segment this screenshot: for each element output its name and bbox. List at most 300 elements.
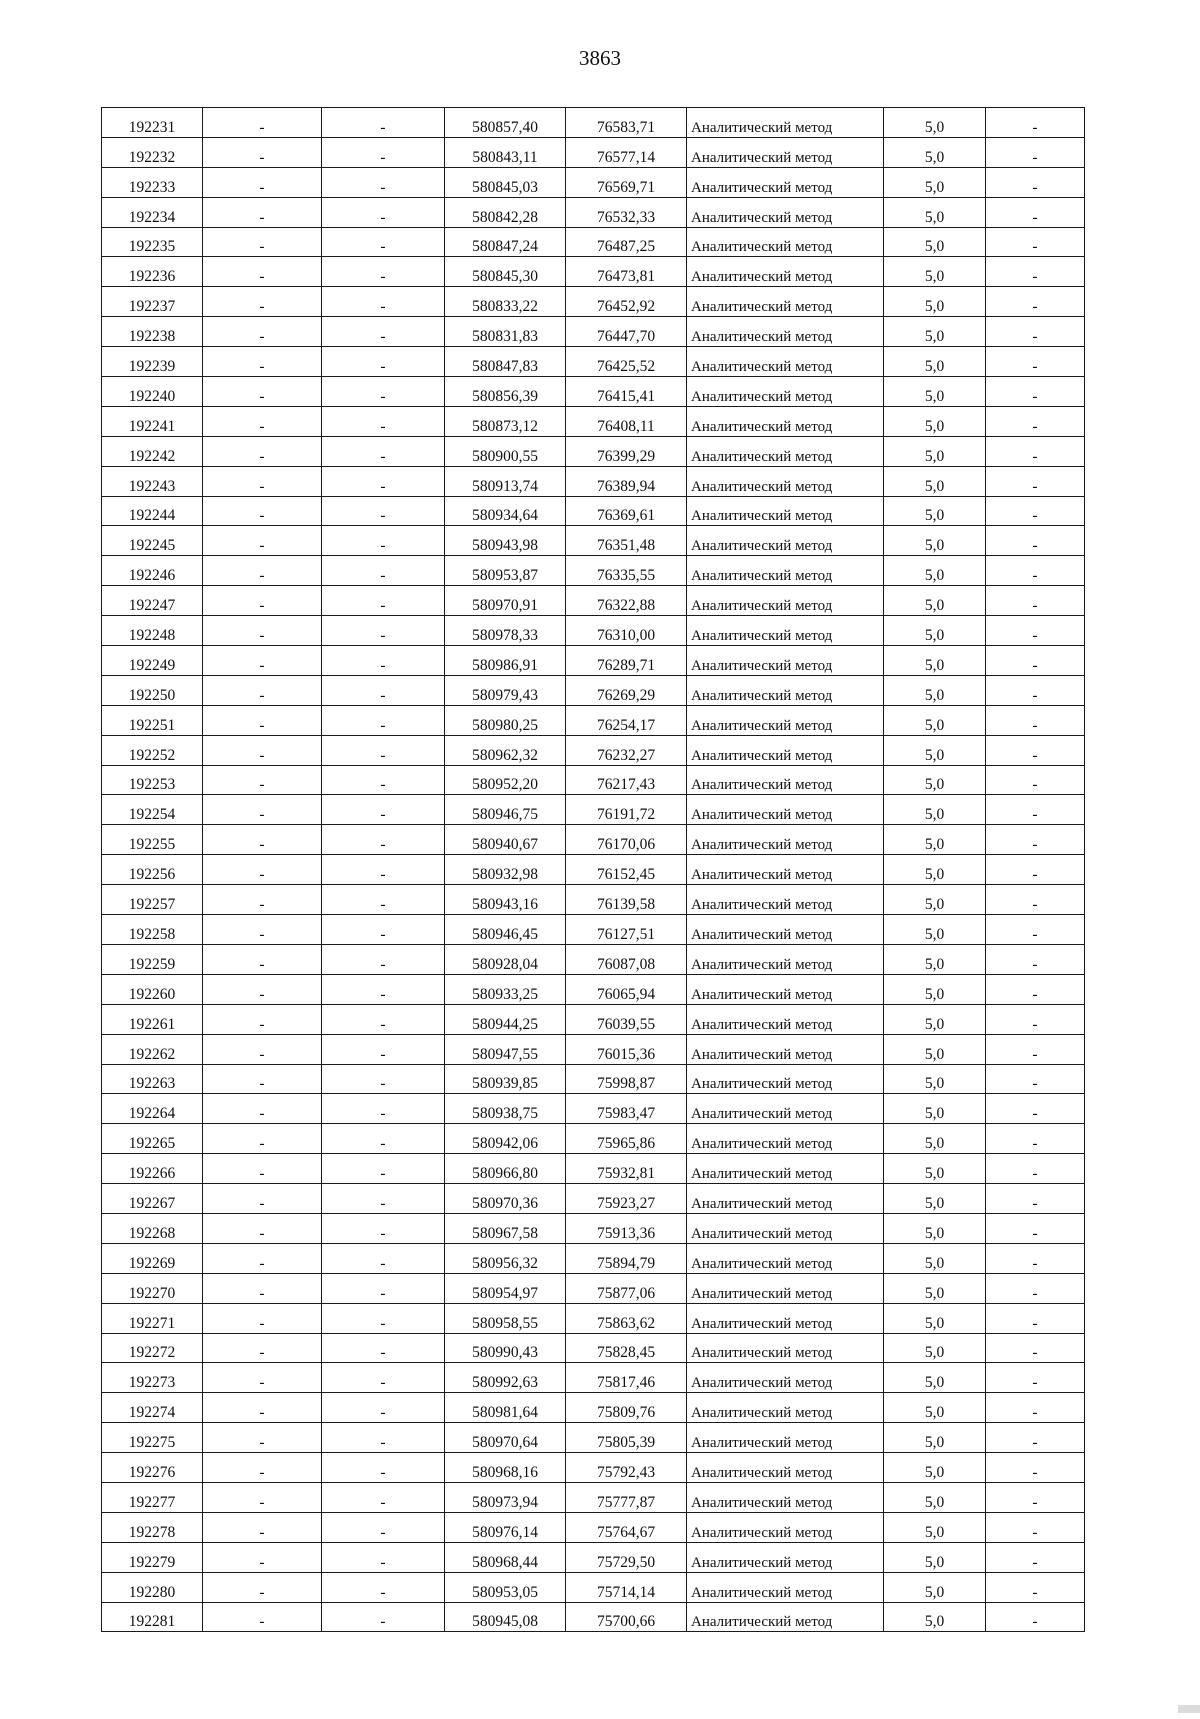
method-cell: Аналитический метод bbox=[687, 1184, 884, 1214]
table-row bbox=[102, 377, 1085, 407]
empty-cell: - bbox=[203, 1124, 322, 1154]
accuracy-cell: 5,0 bbox=[884, 108, 986, 138]
empty-cell: - bbox=[203, 675, 322, 705]
empty-cell: - bbox=[203, 406, 322, 436]
y-coordinate-cell: 76577,14 bbox=[566, 137, 687, 167]
x-coordinate-cell: 580847,24 bbox=[445, 227, 566, 257]
point-number-cell: 192247 bbox=[102, 586, 203, 616]
accuracy-cell: 5,0 bbox=[884, 466, 986, 496]
method-cell: Аналитический метод bbox=[687, 556, 884, 586]
point-number-cell: 192274 bbox=[102, 1393, 203, 1423]
x-coordinate-cell: 580953,05 bbox=[445, 1572, 566, 1602]
empty-cell: - bbox=[986, 1363, 1085, 1393]
table-row bbox=[102, 1393, 1085, 1423]
y-coordinate-cell: 75983,47 bbox=[566, 1094, 687, 1124]
point-number-cell: 192236 bbox=[102, 257, 203, 287]
empty-cell: - bbox=[322, 646, 445, 676]
method-cell: Аналитический метод bbox=[687, 436, 884, 466]
accuracy-cell: 5,0 bbox=[884, 287, 986, 317]
empty-cell: - bbox=[203, 197, 322, 227]
point-number-cell: 192281 bbox=[102, 1602, 203, 1632]
x-coordinate-cell: 580967,58 bbox=[445, 1213, 566, 1243]
empty-cell: - bbox=[203, 646, 322, 676]
method-cell: Аналитический метод bbox=[687, 108, 884, 138]
y-coordinate-cell: 76015,36 bbox=[566, 1034, 687, 1064]
x-coordinate-cell: 580970,91 bbox=[445, 586, 566, 616]
y-coordinate-cell: 75777,87 bbox=[566, 1482, 687, 1512]
method-cell: Аналитический метод bbox=[687, 1124, 884, 1154]
method-cell: Аналитический метод bbox=[687, 137, 884, 167]
y-coordinate-cell: 76065,94 bbox=[566, 974, 687, 1004]
y-coordinate-cell: 75913,36 bbox=[566, 1213, 687, 1243]
x-coordinate-cell: 580934,64 bbox=[445, 496, 566, 526]
y-coordinate-cell: 76369,61 bbox=[566, 496, 687, 526]
empty-cell: - bbox=[322, 257, 445, 287]
point-number-cell: 192244 bbox=[102, 496, 203, 526]
method-cell: Аналитический метод bbox=[687, 765, 884, 795]
empty-cell: - bbox=[322, 466, 445, 496]
point-number-cell: 192276 bbox=[102, 1453, 203, 1483]
method-cell: Аналитический метод bbox=[687, 1273, 884, 1303]
empty-cell: - bbox=[203, 317, 322, 347]
empty-cell: - bbox=[203, 1453, 322, 1483]
empty-cell: - bbox=[322, 197, 445, 227]
accuracy-cell: 5,0 bbox=[884, 616, 986, 646]
empty-cell: - bbox=[986, 1542, 1085, 1572]
x-coordinate-cell: 580970,64 bbox=[445, 1423, 566, 1453]
empty-cell: - bbox=[203, 377, 322, 407]
empty-cell: - bbox=[322, 1602, 445, 1632]
empty-cell: - bbox=[322, 765, 445, 795]
accuracy-cell: 5,0 bbox=[884, 944, 986, 974]
empty-cell: - bbox=[986, 616, 1085, 646]
empty-cell: - bbox=[203, 1333, 322, 1363]
point-number-cell: 192237 bbox=[102, 287, 203, 317]
table-row bbox=[102, 1303, 1085, 1333]
method-cell: Аналитический метод bbox=[687, 1512, 884, 1542]
accuracy-cell: 5,0 bbox=[884, 1243, 986, 1273]
empty-cell: - bbox=[203, 347, 322, 377]
empty-cell: - bbox=[203, 496, 322, 526]
accuracy-cell: 5,0 bbox=[884, 317, 986, 347]
empty-cell: - bbox=[986, 825, 1085, 855]
x-coordinate-cell: 580900,55 bbox=[445, 436, 566, 466]
method-cell: Аналитический метод bbox=[687, 317, 884, 347]
empty-cell: - bbox=[322, 556, 445, 586]
point-number-cell: 192240 bbox=[102, 377, 203, 407]
accuracy-cell: 5,0 bbox=[884, 227, 986, 257]
method-cell: Аналитический метод bbox=[687, 526, 884, 556]
empty-cell: - bbox=[203, 1243, 322, 1273]
point-number-cell: 192239 bbox=[102, 347, 203, 377]
method-cell: Аналитический метод bbox=[687, 944, 884, 974]
method-cell: Аналитический метод bbox=[687, 1333, 884, 1363]
empty-cell: - bbox=[986, 915, 1085, 945]
empty-cell: - bbox=[203, 795, 322, 825]
table-row bbox=[102, 1004, 1085, 1034]
x-coordinate-cell: 580933,25 bbox=[445, 974, 566, 1004]
empty-cell: - bbox=[322, 616, 445, 646]
empty-cell: - bbox=[322, 526, 445, 556]
empty-cell: - bbox=[986, 1184, 1085, 1214]
point-number-cell: 192242 bbox=[102, 436, 203, 466]
empty-cell: - bbox=[322, 1542, 445, 1572]
empty-cell: - bbox=[322, 1124, 445, 1154]
x-coordinate-cell: 580932,98 bbox=[445, 855, 566, 885]
point-number-cell: 192238 bbox=[102, 317, 203, 347]
y-coordinate-cell: 76487,25 bbox=[566, 227, 687, 257]
empty-cell: - bbox=[986, 1423, 1085, 1453]
empty-cell: - bbox=[203, 108, 322, 138]
empty-cell: - bbox=[986, 1034, 1085, 1064]
method-cell: Аналитический метод bbox=[687, 586, 884, 616]
x-coordinate-cell: 580973,94 bbox=[445, 1482, 566, 1512]
table-row bbox=[102, 287, 1085, 317]
empty-cell: - bbox=[322, 1154, 445, 1184]
method-cell: Аналитический метод bbox=[687, 1393, 884, 1423]
empty-cell: - bbox=[986, 496, 1085, 526]
x-coordinate-cell: 580952,20 bbox=[445, 765, 566, 795]
table-row bbox=[102, 974, 1085, 1004]
table-row bbox=[102, 556, 1085, 586]
empty-cell: - bbox=[986, 167, 1085, 197]
x-coordinate-cell: 580942,06 bbox=[445, 1124, 566, 1154]
point-number-cell: 192254 bbox=[102, 795, 203, 825]
method-cell: Аналитический метод bbox=[687, 1542, 884, 1572]
empty-cell: - bbox=[203, 735, 322, 765]
x-coordinate-cell: 580873,12 bbox=[445, 406, 566, 436]
y-coordinate-cell: 75932,81 bbox=[566, 1154, 687, 1184]
empty-cell: - bbox=[986, 1004, 1085, 1034]
x-coordinate-cell: 580847,83 bbox=[445, 347, 566, 377]
empty-cell: - bbox=[322, 705, 445, 735]
point-number-cell: 192246 bbox=[102, 556, 203, 586]
empty-cell: - bbox=[322, 377, 445, 407]
point-number-cell: 192260 bbox=[102, 974, 203, 1004]
method-cell: Аналитический метод bbox=[687, 1602, 884, 1632]
table-row bbox=[102, 1512, 1085, 1542]
accuracy-cell: 5,0 bbox=[884, 1572, 986, 1602]
empty-cell: - bbox=[203, 1393, 322, 1423]
x-coordinate-cell: 580968,44 bbox=[445, 1542, 566, 1572]
point-number-cell: 192253 bbox=[102, 765, 203, 795]
x-coordinate-cell: 580981,64 bbox=[445, 1393, 566, 1423]
accuracy-cell: 5,0 bbox=[884, 885, 986, 915]
empty-cell: - bbox=[986, 705, 1085, 735]
accuracy-cell: 5,0 bbox=[884, 377, 986, 407]
method-cell: Аналитический метод bbox=[687, 735, 884, 765]
empty-cell: - bbox=[322, 1423, 445, 1453]
point-number-cell: 192232 bbox=[102, 137, 203, 167]
empty-cell: - bbox=[322, 795, 445, 825]
y-coordinate-cell: 75923,27 bbox=[566, 1184, 687, 1214]
x-coordinate-cell: 580940,67 bbox=[445, 825, 566, 855]
accuracy-cell: 5,0 bbox=[884, 1542, 986, 1572]
y-coordinate-cell: 76039,55 bbox=[566, 1004, 687, 1034]
y-coordinate-cell: 75817,46 bbox=[566, 1363, 687, 1393]
empty-cell: - bbox=[203, 974, 322, 1004]
empty-cell: - bbox=[986, 257, 1085, 287]
empty-cell: - bbox=[986, 526, 1085, 556]
empty-cell: - bbox=[986, 197, 1085, 227]
y-coordinate-cell: 75805,39 bbox=[566, 1423, 687, 1453]
x-coordinate-cell: 580976,14 bbox=[445, 1512, 566, 1542]
accuracy-cell: 5,0 bbox=[884, 705, 986, 735]
y-coordinate-cell: 75700,66 bbox=[566, 1602, 687, 1632]
empty-cell: - bbox=[322, 1482, 445, 1512]
y-coordinate-cell: 76408,11 bbox=[566, 406, 687, 436]
method-cell: Аналитический метод bbox=[687, 1094, 884, 1124]
empty-cell: - bbox=[986, 1333, 1085, 1363]
method-cell: Аналитический метод bbox=[687, 616, 884, 646]
point-number-cell: 192272 bbox=[102, 1333, 203, 1363]
empty-cell: - bbox=[203, 1572, 322, 1602]
empty-cell: - bbox=[986, 1453, 1085, 1483]
table-row bbox=[102, 406, 1085, 436]
empty-cell: - bbox=[986, 466, 1085, 496]
accuracy-cell: 5,0 bbox=[884, 496, 986, 526]
y-coordinate-cell: 76569,71 bbox=[566, 167, 687, 197]
empty-cell: - bbox=[203, 705, 322, 735]
empty-cell: - bbox=[986, 1064, 1085, 1094]
accuracy-cell: 5,0 bbox=[884, 556, 986, 586]
empty-cell: - bbox=[986, 406, 1085, 436]
x-coordinate-cell: 580946,75 bbox=[445, 795, 566, 825]
point-number-cell: 192270 bbox=[102, 1273, 203, 1303]
method-cell: Аналитический метод bbox=[687, 974, 884, 1004]
empty-cell: - bbox=[986, 1124, 1085, 1154]
method-cell: Аналитический метод bbox=[687, 855, 884, 885]
y-coordinate-cell: 76351,48 bbox=[566, 526, 687, 556]
empty-cell: - bbox=[986, 1094, 1085, 1124]
empty-cell: - bbox=[986, 735, 1085, 765]
point-number-cell: 192271 bbox=[102, 1303, 203, 1333]
x-coordinate-cell: 580845,30 bbox=[445, 257, 566, 287]
table-row bbox=[102, 1333, 1085, 1363]
empty-cell: - bbox=[986, 347, 1085, 377]
accuracy-cell: 5,0 bbox=[884, 1512, 986, 1542]
table-row bbox=[102, 1273, 1085, 1303]
y-coordinate-cell: 75714,14 bbox=[566, 1572, 687, 1602]
table-row bbox=[102, 825, 1085, 855]
table-row bbox=[102, 197, 1085, 227]
scan-edge-mark bbox=[1178, 1705, 1200, 1713]
empty-cell: - bbox=[986, 646, 1085, 676]
empty-cell: - bbox=[986, 1303, 1085, 1333]
empty-cell: - bbox=[203, 436, 322, 466]
empty-cell: - bbox=[203, 586, 322, 616]
method-cell: Аналитический метод bbox=[687, 1154, 884, 1184]
table-row bbox=[102, 855, 1085, 885]
x-coordinate-cell: 580843,11 bbox=[445, 137, 566, 167]
method-cell: Аналитический метод bbox=[687, 197, 884, 227]
method-cell: Аналитический метод bbox=[687, 287, 884, 317]
empty-cell: - bbox=[322, 1034, 445, 1064]
table-row bbox=[102, 1542, 1085, 1572]
point-number-cell: 192262 bbox=[102, 1034, 203, 1064]
empty-cell: - bbox=[322, 1363, 445, 1393]
accuracy-cell: 5,0 bbox=[884, 586, 986, 616]
point-number-cell: 192268 bbox=[102, 1213, 203, 1243]
x-coordinate-cell: 580979,43 bbox=[445, 675, 566, 705]
empty-cell: - bbox=[322, 1243, 445, 1273]
accuracy-cell: 5,0 bbox=[884, 1602, 986, 1632]
empty-cell: - bbox=[203, 137, 322, 167]
x-coordinate-cell: 580956,32 bbox=[445, 1243, 566, 1273]
y-coordinate-cell: 75877,06 bbox=[566, 1273, 687, 1303]
empty-cell: - bbox=[322, 1064, 445, 1094]
empty-cell: - bbox=[986, 287, 1085, 317]
table-row bbox=[102, 1453, 1085, 1483]
table-row bbox=[102, 108, 1085, 138]
empty-cell: - bbox=[986, 556, 1085, 586]
empty-cell: - bbox=[203, 466, 322, 496]
table-row bbox=[102, 915, 1085, 945]
y-coordinate-cell: 76473,81 bbox=[566, 257, 687, 287]
accuracy-cell: 5,0 bbox=[884, 1482, 986, 1512]
table-row bbox=[102, 795, 1085, 825]
accuracy-cell: 5,0 bbox=[884, 1333, 986, 1363]
empty-cell: - bbox=[986, 227, 1085, 257]
method-cell: Аналитический метод bbox=[687, 705, 884, 735]
page-number: 3863 bbox=[579, 46, 621, 70]
point-number-cell: 192250 bbox=[102, 675, 203, 705]
table-row bbox=[102, 1572, 1085, 1602]
x-coordinate-cell: 580990,43 bbox=[445, 1333, 566, 1363]
point-number-cell: 192279 bbox=[102, 1542, 203, 1572]
y-coordinate-cell: 75965,86 bbox=[566, 1124, 687, 1154]
y-coordinate-cell: 76191,72 bbox=[566, 795, 687, 825]
y-coordinate-cell: 76322,88 bbox=[566, 586, 687, 616]
y-coordinate-cell: 76335,55 bbox=[566, 556, 687, 586]
table-row bbox=[102, 436, 1085, 466]
point-number-cell: 192255 bbox=[102, 825, 203, 855]
point-number-cell: 192256 bbox=[102, 855, 203, 885]
empty-cell: - bbox=[322, 885, 445, 915]
x-coordinate-cell: 580947,55 bbox=[445, 1034, 566, 1064]
empty-cell: - bbox=[986, 137, 1085, 167]
accuracy-cell: 5,0 bbox=[884, 1363, 986, 1393]
x-coordinate-cell: 580943,98 bbox=[445, 526, 566, 556]
table-row bbox=[102, 1094, 1085, 1124]
empty-cell: - bbox=[986, 1243, 1085, 1273]
empty-cell: - bbox=[322, 1393, 445, 1423]
x-coordinate-cell: 580946,45 bbox=[445, 915, 566, 945]
accuracy-cell: 5,0 bbox=[884, 1064, 986, 1094]
accuracy-cell: 5,0 bbox=[884, 646, 986, 676]
method-cell: Аналитический метод bbox=[687, 1004, 884, 1034]
point-number-cell: 192259 bbox=[102, 944, 203, 974]
y-coordinate-cell: 76452,92 bbox=[566, 287, 687, 317]
empty-cell: - bbox=[986, 1273, 1085, 1303]
accuracy-cell: 5,0 bbox=[884, 1004, 986, 1034]
point-number-cell: 192251 bbox=[102, 705, 203, 735]
empty-cell: - bbox=[322, 675, 445, 705]
empty-cell: - bbox=[322, 496, 445, 526]
table-row bbox=[102, 705, 1085, 735]
empty-cell: - bbox=[322, 1333, 445, 1363]
method-cell: Аналитический метод bbox=[687, 1243, 884, 1273]
point-number-cell: 192243 bbox=[102, 466, 203, 496]
method-cell: Аналитический метод bbox=[687, 496, 884, 526]
method-cell: Аналитический метод bbox=[687, 347, 884, 377]
accuracy-cell: 5,0 bbox=[884, 406, 986, 436]
x-coordinate-cell: 580943,16 bbox=[445, 885, 566, 915]
point-number-cell: 192233 bbox=[102, 167, 203, 197]
x-coordinate-cell: 580939,85 bbox=[445, 1064, 566, 1094]
x-coordinate-cell: 580856,39 bbox=[445, 377, 566, 407]
table-body bbox=[102, 108, 1085, 1632]
empty-cell: - bbox=[986, 1213, 1085, 1243]
x-coordinate-cell: 580913,74 bbox=[445, 466, 566, 496]
accuracy-cell: 5,0 bbox=[884, 855, 986, 885]
empty-cell: - bbox=[322, 735, 445, 765]
method-cell: Аналитический метод bbox=[687, 825, 884, 855]
empty-cell: - bbox=[203, 526, 322, 556]
table-row bbox=[102, 1243, 1085, 1273]
y-coordinate-cell: 76170,06 bbox=[566, 825, 687, 855]
accuracy-cell: 5,0 bbox=[884, 1184, 986, 1214]
empty-cell: - bbox=[322, 317, 445, 347]
accuracy-cell: 5,0 bbox=[884, 526, 986, 556]
empty-cell: - bbox=[322, 167, 445, 197]
empty-cell: - bbox=[203, 885, 322, 915]
point-number-cell: 192241 bbox=[102, 406, 203, 436]
y-coordinate-cell: 76139,58 bbox=[566, 885, 687, 915]
table-row bbox=[102, 137, 1085, 167]
x-coordinate-cell: 580954,97 bbox=[445, 1273, 566, 1303]
y-coordinate-cell: 76087,08 bbox=[566, 944, 687, 974]
y-coordinate-cell: 76425,52 bbox=[566, 347, 687, 377]
point-number-cell: 192278 bbox=[102, 1512, 203, 1542]
empty-cell: - bbox=[322, 855, 445, 885]
method-cell: Аналитический метод bbox=[687, 1423, 884, 1453]
method-cell: Аналитический метод bbox=[687, 1363, 884, 1393]
y-coordinate-cell: 76152,45 bbox=[566, 855, 687, 885]
x-coordinate-cell: 580992,63 bbox=[445, 1363, 566, 1393]
empty-cell: - bbox=[986, 885, 1085, 915]
point-number-cell: 192231 bbox=[102, 108, 203, 138]
empty-cell: - bbox=[203, 167, 322, 197]
empty-cell: - bbox=[203, 1094, 322, 1124]
empty-cell: - bbox=[986, 1572, 1085, 1602]
accuracy-cell: 5,0 bbox=[884, 1273, 986, 1303]
empty-cell: - bbox=[322, 1004, 445, 1034]
y-coordinate-cell: 75863,62 bbox=[566, 1303, 687, 1333]
table-row bbox=[102, 1034, 1085, 1064]
x-coordinate-cell: 580944,25 bbox=[445, 1004, 566, 1034]
empty-cell: - bbox=[322, 944, 445, 974]
table-row bbox=[102, 466, 1085, 496]
method-cell: Аналитический метод bbox=[687, 1453, 884, 1483]
table-row bbox=[102, 1184, 1085, 1214]
x-coordinate-cell: 580945,08 bbox=[445, 1602, 566, 1632]
x-coordinate-cell: 580958,55 bbox=[445, 1303, 566, 1333]
table-row bbox=[102, 765, 1085, 795]
empty-cell: - bbox=[203, 855, 322, 885]
point-number-cell: 192273 bbox=[102, 1363, 203, 1393]
empty-cell: - bbox=[203, 1154, 322, 1184]
empty-cell: - bbox=[322, 1512, 445, 1542]
empty-cell: - bbox=[203, 944, 322, 974]
point-number-cell: 192275 bbox=[102, 1423, 203, 1453]
y-coordinate-cell: 75792,43 bbox=[566, 1453, 687, 1483]
empty-cell: - bbox=[986, 974, 1085, 1004]
table-row bbox=[102, 735, 1085, 765]
y-coordinate-cell: 76254,17 bbox=[566, 705, 687, 735]
empty-cell: - bbox=[203, 1303, 322, 1333]
y-coordinate-cell: 75894,79 bbox=[566, 1243, 687, 1273]
